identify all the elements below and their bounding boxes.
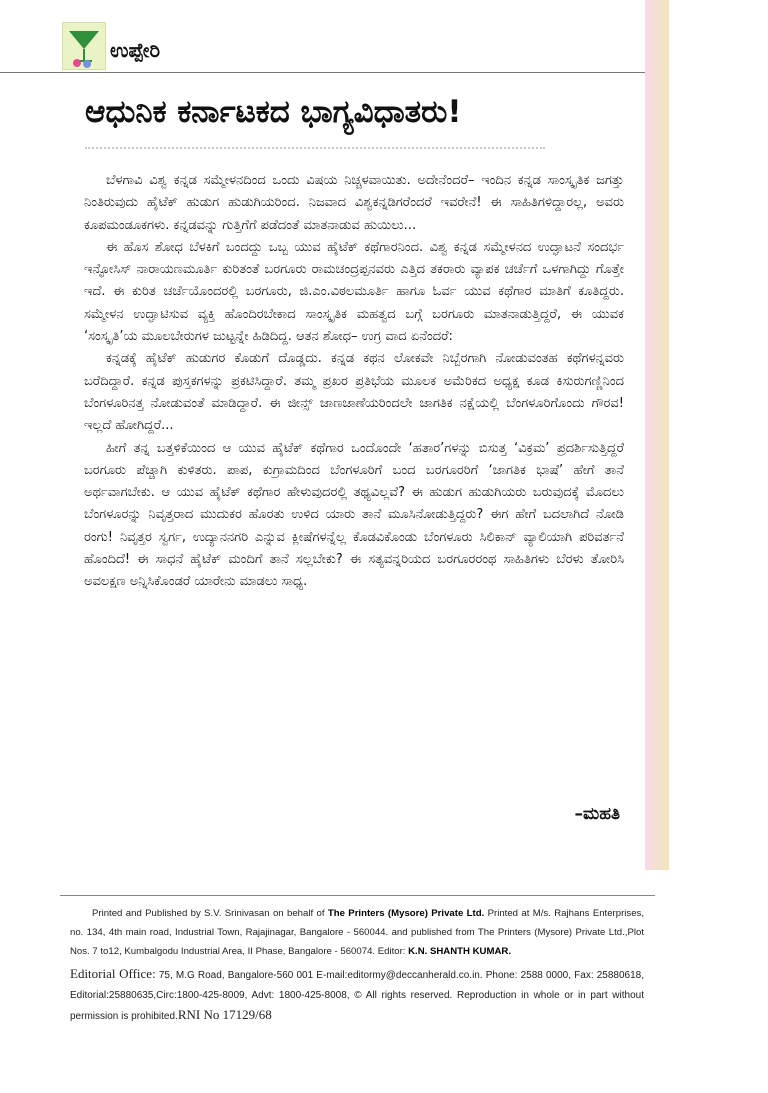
imprint-text: Printed and Published by S.V. Srinivasan on behalf of xyxy=(92,908,328,919)
title-dotted-divider xyxy=(85,147,545,149)
article-paragraph: ಕನ್ನಡಕ್ಕೆ ಹೈಟೆಕ್ ಹುಡುಗರ ಕೊಡುಗೆ ದೊಡ್ಡದು. ಕನ್ನಡ ಕಥನ ಲೋಕವೇ ನಿಬ್ಬೆರಗಾಗಿ ನೋಡುವಂತಹ ಕಥೆಗಳನ್ನವರು ಬರೆದಿದ್ದಾರೆ. ಕನ್ನಡ ಪುಸ್ತಕಗಳನ್ನು ಪ್ರಕಟಿಸಿದ್ದಾರೆ. ತಮ್ಮ ಪ್ರಖರ ಪ್ರತಿಭೆಯ ಮೂಲಕ ಅಮೆರಿಕದ ಅಧ್ಯಕ್ಷ ಕೂಡ ಕಿಸುರುಗಣ್ಣಿನಿಂದ ಬೆಂಗಳೂರಿನತ್ತ ನೋಡುವಂತೆ ಮಾಡಿದ್ದಾರೆ. ಈ ಜೀನ್ಸ್ ಜಾಣಜಾಣೆಯರಿಂದಲೇ ಜಾಗತಿಕ ನಕ್ಷೆಯಲ್ಲಿ ಬೆಂಗಳೂರಿಗೊಂದು ಗೌರವ! ಇಲ್ಲದೆ ಹೋಗಿದ್ದರೆ... xyxy=(84,351,624,434)
cocktail-glass-logo-icon xyxy=(62,22,106,70)
office-text: 75, M.G Road, Bangalore-560 001 E-mail:editormy@deccanherald.co.in. Phone: 2588 0000, Fax: 25880618, Editorial:25880635,Circ:1800-425-8009, Advt: 1800-425-8008, © All rights reserved. Reproduction in whole or in part without permission is prohibited. xyxy=(70,970,645,1022)
editor-name: K.N. SHANTH KUMAR. xyxy=(408,946,511,957)
print-imprint xyxy=(70,904,644,1027)
decorative-side-stripe xyxy=(645,0,669,870)
imprint-text: Printed at M/s. Rajhans Enterprises, no. 134, 4th main road, Industrial Town, Rajajinagar, Bangalore - 560044. and published from The Printers (Mysore) Private Ltd.,Plot Nos. 7 to12, Kumbalgodu Industrial Area, II Phase, Bangalore - 560074. Editor: xyxy=(70,908,645,957)
editorial-office-info xyxy=(70,964,644,1027)
article-body xyxy=(84,170,624,594)
article-paragraph: ಹೀಗೆ ತನ್ನ ಬತ್ತಳಿಕೆಯಿಂದ ಆ ಯುವ ಹೈಟೆಕ್ ಕಥೆಗಾರ ಒಂದೊಂದೇ ‘ಹತಾರ’ಗಳನ್ನು ಬಿಸುತ್ತ ‘ವಿಕ್ರಮ’ ಪ್ರದರ್ಶಿಸುತ್ತಿದ್ದರೆ ಬರಗೂರು ಪೆಚ್ಚಾಗಿ ಕುಳಿತರು. ಪಾಪ, ಕುಗ್ರಾಮದಿಂದ ಬೆಂಗಳೂರಿಗೆ ಬಂದ ಬರಗೂರರಿಗೆ ‘ಜಾಗತಿಕ ಭಾಷೆ’ ಹೇಗೆ ತಾನೆ ಅರ್ಥವಾಗಬೇಕು. ಆ ಯುವ ಹೈಟೆಕ್ ಕಥೆಗಾರ ಹೇಳುವುದರಲ್ಲಿ ತಥ್ಯವಿಲ್ಲವೆ? ಈ ಹುಡುಗ ಹುಡುಗಿಯರು ಬರುವುದಕ್ಕೆ ಮೊದಲು ಬೆಂಗಳೂರನ್ನು ನಿವೃತ್ತರಾದ ಮುದುಕರ ಹೊರತು ಉಳಿದ ಯಾರು ತಾನೆ ಮೂಸಿನೋಡುತ್ತಿದ್ದರು? ಈಗ ಹೇಗೆ ಬದಲಾಗಿದೆ ನೋಡಿ ರಂಗು! ನಿವೃತ್ತರ ಸ್ವರ್ಗ, ಉದ್ಯಾನನಗರಿ ಎನ್ನುವ ಕ್ಲೀಷೆಗಳನ್ನೆಲ್ಲ ಕೊಡವಿಕೊಂಡು ಬೆಂಗಳೂರು ಸಿಲಿಕಾನ್ ವ್ಯಾಲಿಯಾಗಿ ಪರಿವರ್ತನೆ ಹೊಂದಿದೆ! ಈ ಸಾಧನೆ ಹೈಟೆಕ್ ಮಂದಿಗೆ ತಾನೆ ಸಲ್ಲಬೇಕು? ಈ ಸತ್ಯವನ್ನರಿಯದ ಬರಗೂರರಂಥ ಸಾಹಿತಿಗಳು ಬೆರಳು ತೋರಿಸಿ ಅವಲಕ್ಷಣ ಅನ್ನಿಸಿಕೊಂಡರೆ ಯಾರೇನು ಮಾಡಲು ಸಾಧ್ಯ. xyxy=(84,440,624,590)
rni-number: RNI No 17129/68 xyxy=(177,1007,272,1022)
article-paragraph: ಬೆಳಗಾವಿ ವಿಶ್ವ ಕನ್ನಡ ಸಮ್ಮೇಳನದಿಂದ ಒಂದು ವಿಷಯ ನಿಚ್ಚಳವಾಯಿತು. ಅದೇನೆಂದರೆ– ಇಂದಿನ ಕನ್ನಡ ಸಾಂಸ್ಕೃತಿಕ ಜಗತ್ತು ನಿಂತಿರುವುದು ಹೈಟೆಕ್ ಹುಡುಗ ಹುಡುಗಿಯರಿಂದ. ನಿಜವಾದ ವಿಶ್ವಕನ್ನಡಿಗರೆಂದರೆ ಇವರೇನೆ! ಈ ಸಾಹಿತಿಗಳಿದ್ದಾರಲ್ಲ, ಅವರು ಕೂಪಮಂಡೂಕಗಳು. ಕನ್ನಡವನ್ನು ಗುತ್ತಿಗೆಗೆ ಪಡೆದಂತೆ ಮಾತನಾಡುವ ಹುಯಿಲು... xyxy=(84,173,624,233)
article-paragraph: ಈ ಹೊಸ ಶೋಧ ಬೆಳಕಿಗೆ ಬಂದದ್ದು ಒಬ್ಬ ಯುವ ಹೈಟೆಕ್ ಕಥೆಗಾರನಿಂದ. ವಿಶ್ವ ಕನ್ನಡ ಸಮ್ಮೇಳನದ ಉದ್ಘಾಟನೆ ಸಂದರ್ಭ ಇನ್ಫೋಸಿಸ್ ನಾರಾಯಣಮೂರ್ತಿ ಕುರಿತಂತೆ ಬರಗೂರು ರಾಮಚಂದ್ರಪ್ಪನವರು ಎತ್ತಿದ ತಕರಾರು ವ್ಯಾಪಕ ಚರ್ಚೆಗೆ ಒಳಗಾಗಿದ್ದು ಗೊತ್ತೇ ಇದೆ. ಈ ಕುರಿತ ಚರ್ಚೆಯೊಂದರಲ್ಲಿ ಬರಗೂರು, ಜಿ.ಎಂ.ವಿಠಲಮೂರ್ತಿ ಹಾಗೂ ಓರ್ವ ಯುವ ಕಥೆಗಾರ ಮಾತಿಗೆ ಕೂತಿದ್ದರು. ಸಮ್ಮೇಳನ ಉದ್ಘಾಟಿಸುವ ವ್ಯಕ್ತಿ ಹೊಂದಿರಬೇಕಾದ ಸಾಂಸ್ಕೃತಿಕ ಮಹತ್ವದ ಬಗ್ಗೆ ಬರಗೂರು ಮಾತನಾಡುತ್ತಿದ್ದರೆ, ಈ ಯುವಕ ‘ಸಂಸ್ಕೃತಿ’ಯ ಮೂಲಬೇರುಗಳ ಜುಟ್ಟನ್ನೇ ಹಿಡಿದಿದ್ದ. ಆತನ ಶೋಧ– ಉಗ್ರ ವಾದ ಏನೆಂದರೆ: xyxy=(84,239,624,345)
article-title: ಆಧುನಿಕ ಕರ್ನಾಟಕದ ಭಾಗ್ಯವಿಧಾತರು! xyxy=(85,94,462,130)
header-divider xyxy=(0,72,645,73)
section-name: ಉಪ್ಪೇರಿ xyxy=(110,38,160,62)
author-signature: –ಮಹತಿ xyxy=(574,804,620,824)
footer-divider xyxy=(60,895,655,896)
office-label: Editorial Office: xyxy=(70,966,156,981)
publisher-name: The Printers (Mysore) Private Ltd. xyxy=(327,908,485,919)
